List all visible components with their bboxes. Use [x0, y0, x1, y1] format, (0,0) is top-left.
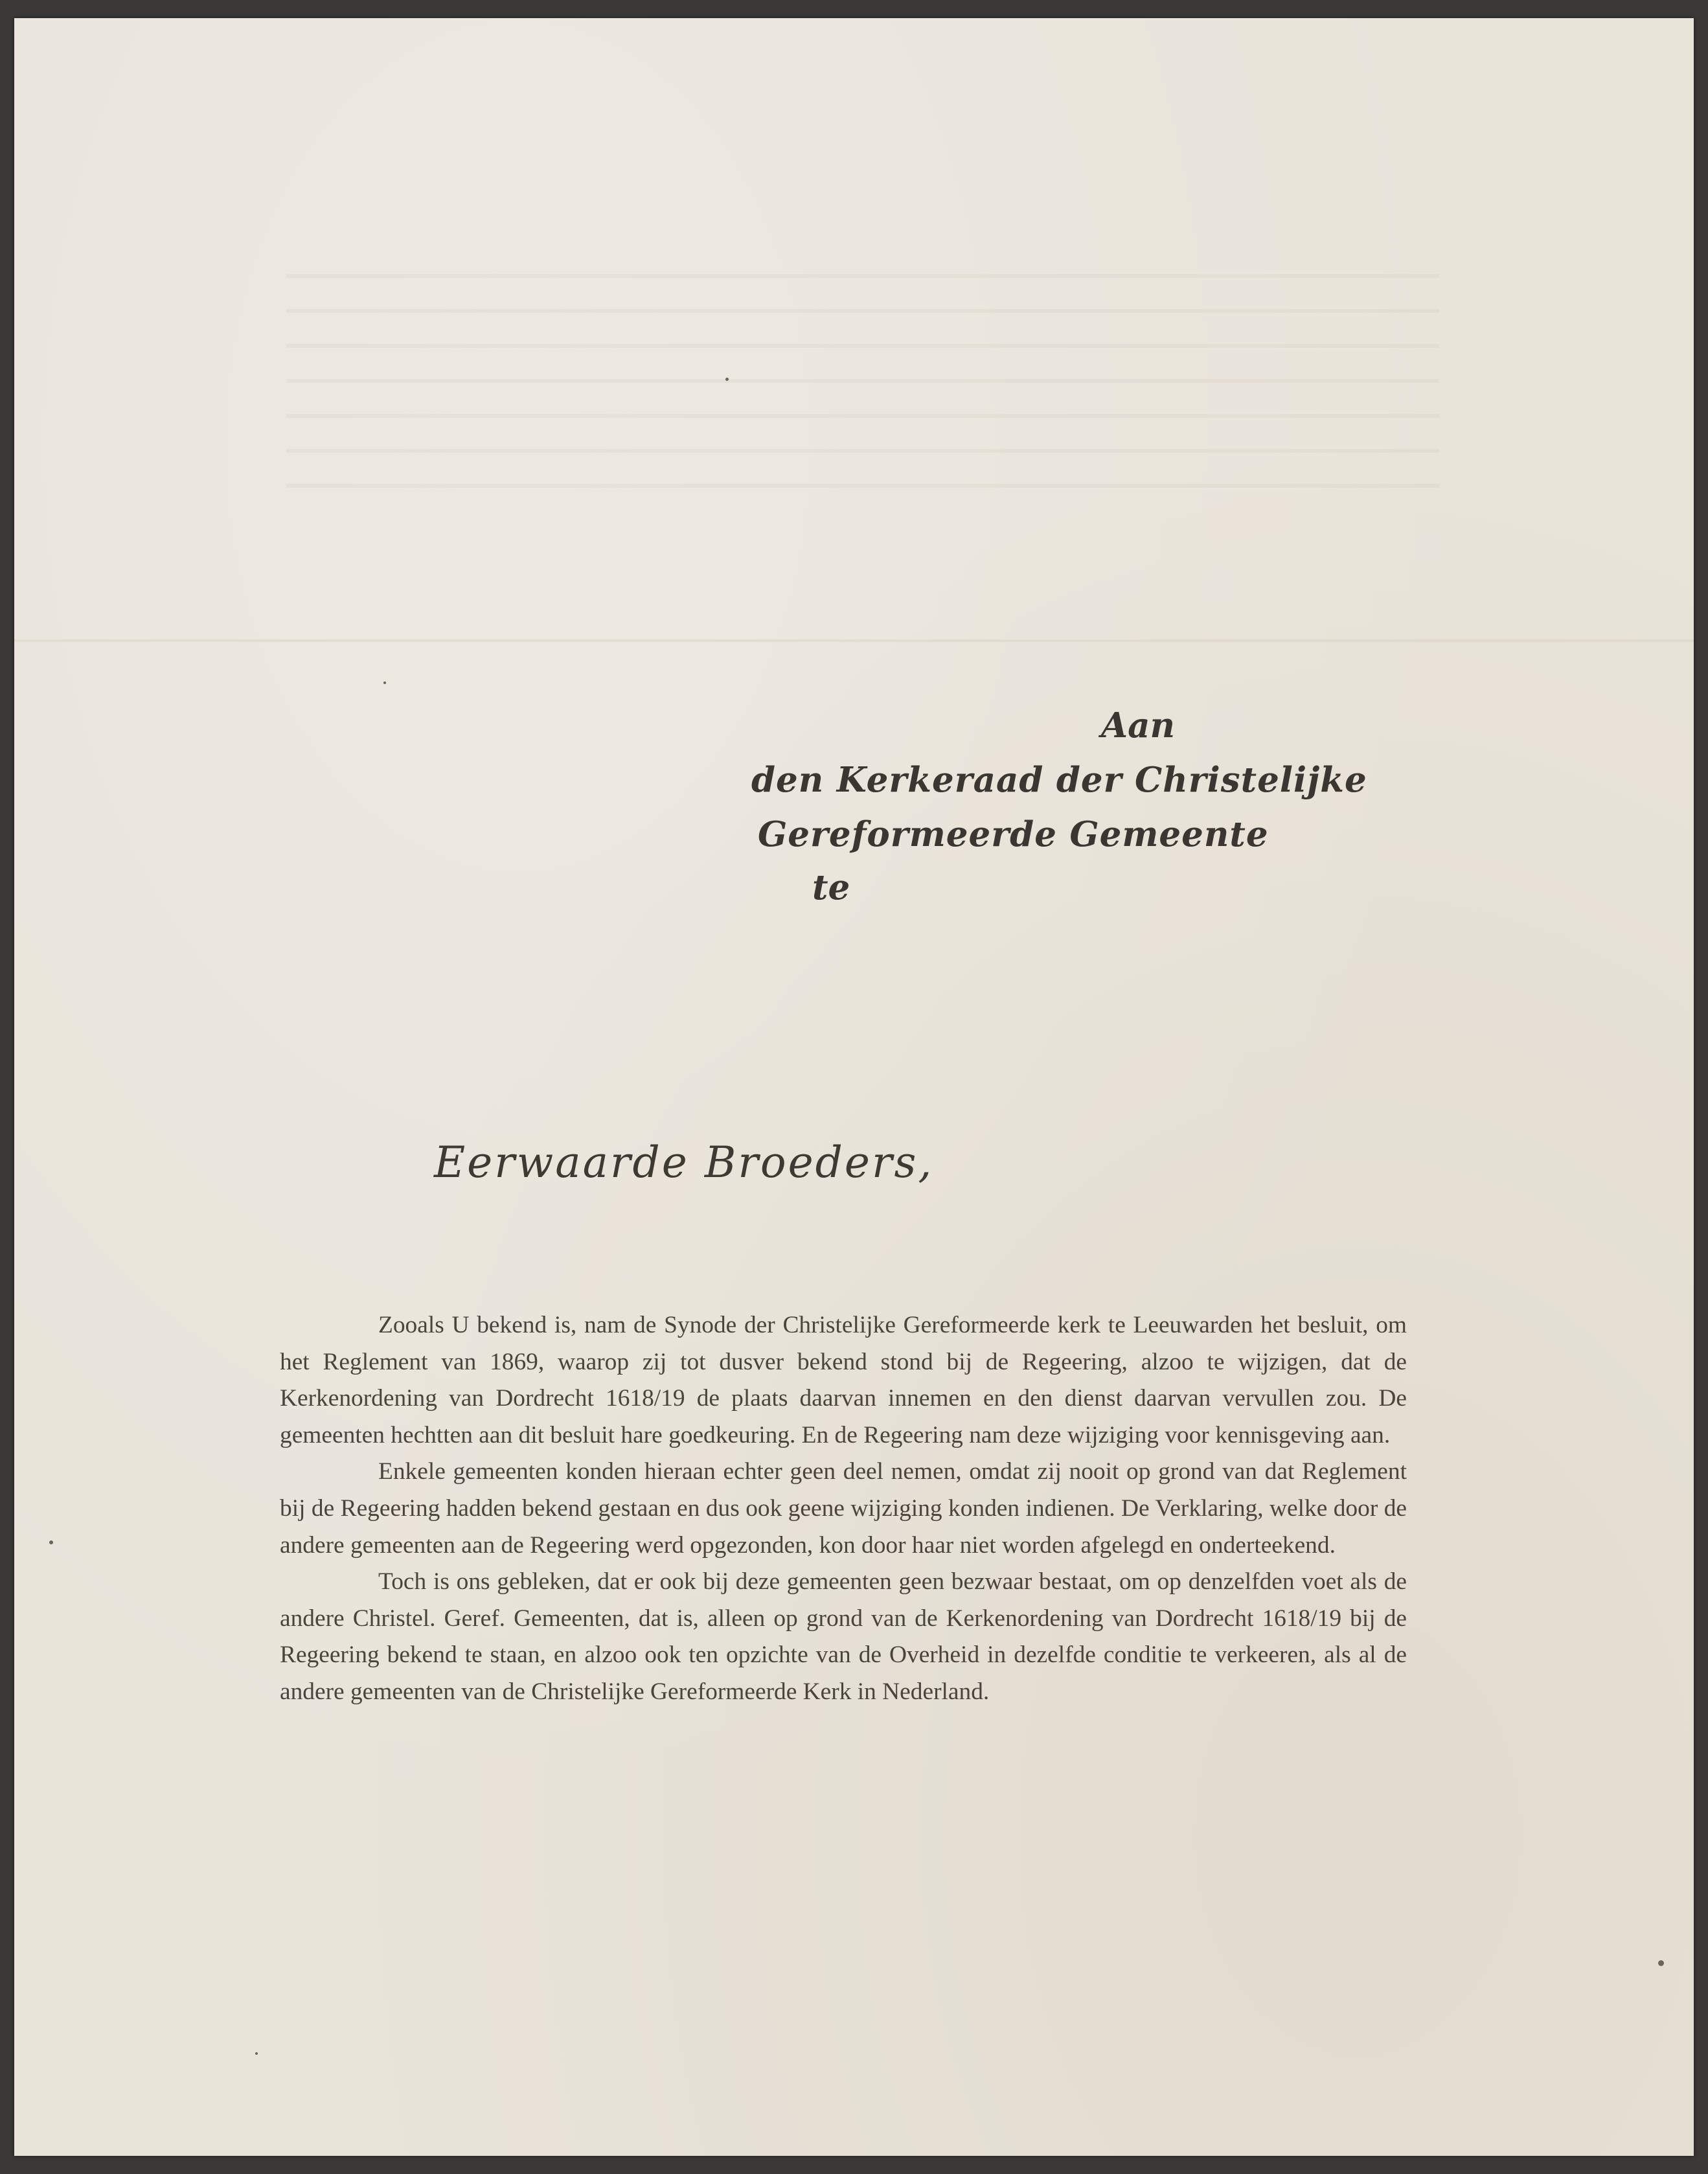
salutation: Eerwaarde Broeders, [434, 1138, 934, 1187]
paper-fold [14, 639, 1694, 643]
paper-speck [255, 2052, 258, 2055]
address-aan: Aan [1101, 705, 1175, 746]
letter-sheet [14, 18, 1694, 2156]
show-through-text [286, 274, 1439, 488]
body-paragraph: Enkele gemeenten konden hieraan echter geen deel nemen, omdat zij nooit op grond van dat Reglement bij de Regeering hadden bekend gestaan en dus ook geene wijziging konden indienen. De Verklaring, welke door de andere gemeenten aan de Regeering werd opgezonden, kon door haar niet worden afgelegd en onderteekend. [280, 1458, 1407, 1559]
body-paragraph: Toch is ons gebleken, dat er ook bij deze gemeenten geen bezwaar bestaat, om op denzelfden voet als de andere Christel. Geref. Gemeenten, dat is, alleen op grond van de Kerkenordening van Dordrecht 1618/19 bij de Regeering bekend te staan, en alzoo ook ten opzichte van de Overheid in dezelfde conditie te verkeeren, als al de andere gemeenten van de Christelijke Gereformeerde Kerk in Nederland. [280, 1568, 1407, 1705]
address-line-kerkeraad: den Kerkeraad der Christelijke [751, 760, 1367, 800]
paper-speck [383, 681, 386, 684]
letter-body [280, 1307, 1407, 1711]
paper-speck [49, 1540, 53, 1544]
address-line-te: te [812, 867, 850, 908]
paper-speck [1658, 1960, 1664, 1966]
address-line-gemeente: Gereformeerde Gemeente [758, 814, 1269, 854]
body-paragraph: Zooals U bekend is, nam de Synode der Christelijke Gereformeerde kerk te Leeuwarden het besluit, om het Reglement van 1869, waarop zij tot dusver bekend stond bij de Regeering, alzoo te wijzigen, dat de Kerkenordening van Dordrecht 1618/19 de plaats daarvan innemen en den dienst daarvan vervullen zou. De gemeenten hechtten aan dit besluit hare goedkeuring. En de Regeering nam deze wijziging voor kennisgeving aan. [280, 1312, 1407, 1448]
paper-speck [725, 378, 729, 381]
